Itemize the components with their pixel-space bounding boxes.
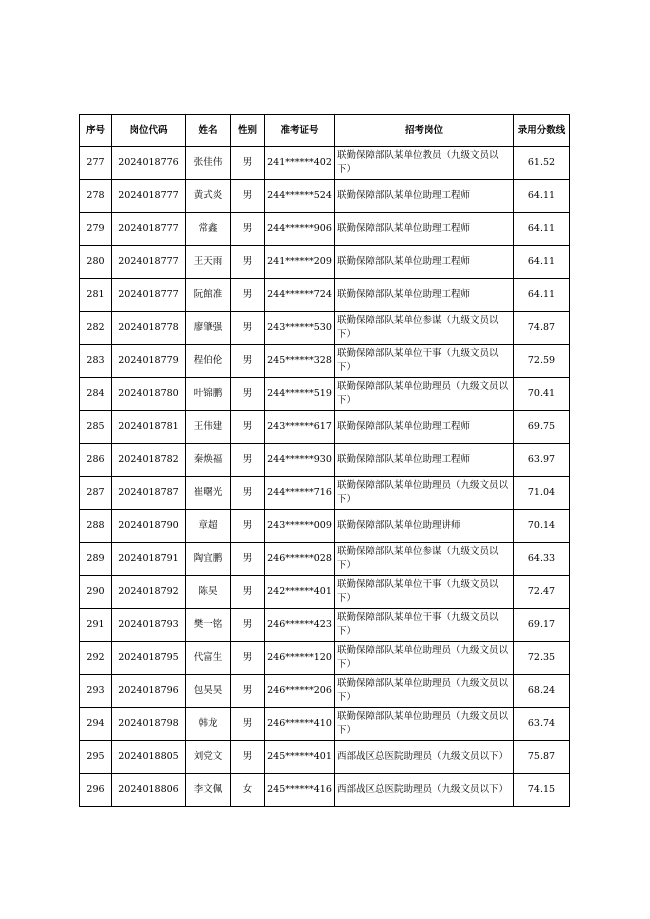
recruitment-position-cell: 联勤保障部队某单位助理员（九级文员以下） bbox=[335, 378, 514, 411]
recruitment-position-cell: 联勤保障部队某单位教员（九级文员以下） bbox=[335, 147, 514, 180]
position-code-cell: 2024018777 bbox=[112, 279, 186, 312]
exam-ticket-cell: 241******402 bbox=[265, 147, 335, 180]
admission-score-cell: 64.11 bbox=[514, 213, 570, 246]
serial-number-cell: 282 bbox=[80, 312, 112, 345]
position-code-cell: 2024018782 bbox=[112, 444, 186, 477]
gender-cell: 男 bbox=[231, 675, 265, 708]
name-cell: 张佳伟 bbox=[186, 147, 231, 180]
admission-score-cell: 72.47 bbox=[514, 576, 570, 609]
table-row bbox=[80, 510, 570, 543]
table-row bbox=[80, 246, 570, 279]
position-code-cell: 2024018795 bbox=[112, 642, 186, 675]
recruitment-position-cell: 联勤保障部队某单位干事（九级文员以下） bbox=[335, 609, 514, 642]
gender-cell: 男 bbox=[231, 543, 265, 576]
name-cell: 陶宜鹏 bbox=[186, 543, 231, 576]
position-code-cell: 2024018777 bbox=[112, 213, 186, 246]
exam-ticket-cell: 245******416 bbox=[265, 774, 335, 807]
serial-number-cell: 289 bbox=[80, 543, 112, 576]
table-row bbox=[80, 543, 570, 576]
position-code-cell: 2024018793 bbox=[112, 609, 186, 642]
admission-score-cell: 70.41 bbox=[514, 378, 570, 411]
exam-ticket-cell: 241******209 bbox=[265, 246, 335, 279]
position-code-cell: 2024018787 bbox=[112, 477, 186, 510]
position-code-cell: 2024018792 bbox=[112, 576, 186, 609]
table-row bbox=[80, 774, 570, 807]
admission-score-cell: 64.11 bbox=[514, 246, 570, 279]
serial-number-cell: 291 bbox=[80, 609, 112, 642]
table-row bbox=[80, 477, 570, 510]
recruitment-position-cell: 联勤保障部队某单位参谋（九级文员以下） bbox=[335, 543, 514, 576]
gender-cell: 男 bbox=[231, 444, 265, 477]
exam-ticket-cell: 244******519 bbox=[265, 378, 335, 411]
admission-score-cell: 72.35 bbox=[514, 642, 570, 675]
recruitment-position-cell: 联勤保障部队某单位助理工程师 bbox=[335, 180, 514, 213]
gender-cell: 男 bbox=[231, 345, 265, 378]
admission-score-cell: 64.11 bbox=[514, 180, 570, 213]
position-code-cell: 2024018777 bbox=[112, 246, 186, 279]
name-cell: 李文佩 bbox=[186, 774, 231, 807]
exam-ticket-cell: 244******524 bbox=[265, 180, 335, 213]
table-row bbox=[80, 279, 570, 312]
position-code-cell: 2024018778 bbox=[112, 312, 186, 345]
recruitment-position-cell: 联勤保障部队某单位助理员（九级文员以下） bbox=[335, 708, 514, 741]
exam-ticket-cell: 244******724 bbox=[265, 279, 335, 312]
name-cell: 樊一铭 bbox=[186, 609, 231, 642]
header-name: 姓名 bbox=[186, 115, 231, 147]
recruitment-position-cell: 联勤保障部队某单位助理讲师 bbox=[335, 510, 514, 543]
gender-cell: 男 bbox=[231, 477, 265, 510]
recruitment-position-cell: 联勤保障部队某单位助理工程师 bbox=[335, 279, 514, 312]
gender-cell: 男 bbox=[231, 609, 265, 642]
serial-number-cell: 293 bbox=[80, 675, 112, 708]
admission-score-cell: 69.17 bbox=[514, 609, 570, 642]
table-row bbox=[80, 378, 570, 411]
table-row bbox=[80, 642, 570, 675]
table-row bbox=[80, 609, 570, 642]
header-admission-score: 录用分数线 bbox=[514, 115, 570, 147]
position-code-cell: 2024018790 bbox=[112, 510, 186, 543]
position-code-cell: 2024018779 bbox=[112, 345, 186, 378]
name-cell: 阮館准 bbox=[186, 279, 231, 312]
name-cell: 崔曙光 bbox=[186, 477, 231, 510]
position-code-cell: 2024018806 bbox=[112, 774, 186, 807]
name-cell: 廖肇强 bbox=[186, 312, 231, 345]
serial-number-cell: 283 bbox=[80, 345, 112, 378]
name-cell: 王天雨 bbox=[186, 246, 231, 279]
name-cell: 代富生 bbox=[186, 642, 231, 675]
admission-score-cell: 64.11 bbox=[514, 279, 570, 312]
admission-score-cell: 70.14 bbox=[514, 510, 570, 543]
exam-ticket-cell: 243******530 bbox=[265, 312, 335, 345]
serial-number-cell: 287 bbox=[80, 477, 112, 510]
admission-score-cell: 74.15 bbox=[514, 774, 570, 807]
gender-cell: 男 bbox=[231, 246, 265, 279]
admission-score-cell: 63.97 bbox=[514, 444, 570, 477]
exam-ticket-cell: 246******423 bbox=[265, 609, 335, 642]
serial-number-cell: 279 bbox=[80, 213, 112, 246]
table-row bbox=[80, 411, 570, 444]
recruitment-position-cell: 联勤保障部队某单位干事（九级文员以下） bbox=[335, 345, 514, 378]
recruitment-position-cell: 联勤保障部队某单位助理工程师 bbox=[335, 246, 514, 279]
table-row bbox=[80, 675, 570, 708]
recruitment-position-cell: 联勤保障部队某单位助理员（九级文员以下） bbox=[335, 675, 514, 708]
header-serial-number: 序号 bbox=[80, 115, 112, 147]
gender-cell: 男 bbox=[231, 642, 265, 675]
admission-score-cell: 61.52 bbox=[514, 147, 570, 180]
admission-score-cell: 71.04 bbox=[514, 477, 570, 510]
serial-number-cell: 295 bbox=[80, 741, 112, 774]
name-cell: 韩龙 bbox=[186, 708, 231, 741]
name-cell: 程伯伦 bbox=[186, 345, 231, 378]
exam-ticket-cell: 246******120 bbox=[265, 642, 335, 675]
position-code-cell: 2024018805 bbox=[112, 741, 186, 774]
position-code-cell: 2024018798 bbox=[112, 708, 186, 741]
position-code-cell: 2024018780 bbox=[112, 378, 186, 411]
name-cell: 包昊昊 bbox=[186, 675, 231, 708]
admission-score-cell: 69.75 bbox=[514, 411, 570, 444]
table-row bbox=[80, 741, 570, 774]
serial-number-cell: 281 bbox=[80, 279, 112, 312]
exam-ticket-cell: 246******410 bbox=[265, 708, 335, 741]
name-cell: 秦焕福 bbox=[186, 444, 231, 477]
header-gender: 性别 bbox=[231, 115, 265, 147]
serial-number-cell: 278 bbox=[80, 180, 112, 213]
recruitment-position-cell: 联勤保障部队某单位助理工程师 bbox=[335, 444, 514, 477]
recruitment-position-cell: 西部战区总医院助理员（九级文员以下） bbox=[335, 774, 514, 807]
header-position-code: 岗位代码 bbox=[112, 115, 186, 147]
serial-number-cell: 290 bbox=[80, 576, 112, 609]
exam-ticket-cell: 243******009 bbox=[265, 510, 335, 543]
exam-ticket-cell: 244******930 bbox=[265, 444, 335, 477]
name-cell: 黄式炎 bbox=[186, 180, 231, 213]
exam-ticket-cell: 244******716 bbox=[265, 477, 335, 510]
serial-number-cell: 296 bbox=[80, 774, 112, 807]
name-cell: 刘党文 bbox=[186, 741, 231, 774]
table-row bbox=[80, 345, 570, 378]
serial-number-cell: 280 bbox=[80, 246, 112, 279]
admission-score-table bbox=[79, 114, 570, 807]
name-cell: 王伟建 bbox=[186, 411, 231, 444]
exam-ticket-cell: 244******906 bbox=[265, 213, 335, 246]
admission-score-cell: 63.74 bbox=[514, 708, 570, 741]
position-code-cell: 2024018791 bbox=[112, 543, 186, 576]
table-row bbox=[80, 213, 570, 246]
gender-cell: 男 bbox=[231, 378, 265, 411]
gender-cell: 男 bbox=[231, 279, 265, 312]
gender-cell: 男 bbox=[231, 708, 265, 741]
gender-cell: 男 bbox=[231, 213, 265, 246]
recruitment-position-cell: 联勤保障部队某单位助理工程师 bbox=[335, 411, 514, 444]
gender-cell: 女 bbox=[231, 774, 265, 807]
serial-number-cell: 285 bbox=[80, 411, 112, 444]
gender-cell: 男 bbox=[231, 147, 265, 180]
serial-number-cell: 288 bbox=[80, 510, 112, 543]
table-row bbox=[80, 180, 570, 213]
recruitment-position-cell: 西部战区总医院助理员（九级文员以下） bbox=[335, 741, 514, 774]
serial-number-cell: 292 bbox=[80, 642, 112, 675]
name-cell: 常鑫 bbox=[186, 213, 231, 246]
gender-cell: 男 bbox=[231, 741, 265, 774]
exam-ticket-cell: 246******206 bbox=[265, 675, 335, 708]
table-row bbox=[80, 444, 570, 477]
recruitment-position-cell: 联勤保障部队某单位干事（九级文员以下） bbox=[335, 576, 514, 609]
table-row bbox=[80, 576, 570, 609]
name-cell: 陈昊 bbox=[186, 576, 231, 609]
table-header-row bbox=[80, 115, 570, 147]
exam-ticket-cell: 243******617 bbox=[265, 411, 335, 444]
admission-score-cell: 75.87 bbox=[514, 741, 570, 774]
table-row bbox=[80, 312, 570, 345]
table-row bbox=[80, 708, 570, 741]
admission-score-cell: 64.33 bbox=[514, 543, 570, 576]
gender-cell: 男 bbox=[231, 576, 265, 609]
recruitment-position-cell: 联勤保障部队某单位助理工程师 bbox=[335, 213, 514, 246]
serial-number-cell: 286 bbox=[80, 444, 112, 477]
header-exam-ticket-number: 准考证号 bbox=[265, 115, 335, 147]
name-cell: 叶锦鹏 bbox=[186, 378, 231, 411]
position-code-cell: 2024018781 bbox=[112, 411, 186, 444]
gender-cell: 男 bbox=[231, 510, 265, 543]
serial-number-cell: 294 bbox=[80, 708, 112, 741]
header-recruitment-position: 招考岗位 bbox=[335, 115, 514, 147]
position-code-cell: 2024018796 bbox=[112, 675, 186, 708]
admission-score-cell: 72.59 bbox=[514, 345, 570, 378]
gender-cell: 男 bbox=[231, 312, 265, 345]
table-row bbox=[80, 147, 570, 180]
serial-number-cell: 284 bbox=[80, 378, 112, 411]
exam-ticket-cell: 246******028 bbox=[265, 543, 335, 576]
position-code-cell: 2024018777 bbox=[112, 180, 186, 213]
admission-score-cell: 68.24 bbox=[514, 675, 570, 708]
position-code-cell: 2024018776 bbox=[112, 147, 186, 180]
recruitment-position-cell: 联勤保障部队某单位助理员（九级文员以下） bbox=[335, 642, 514, 675]
gender-cell: 男 bbox=[231, 180, 265, 213]
exam-ticket-cell: 245******401 bbox=[265, 741, 335, 774]
recruitment-position-cell: 联勤保障部队某单位参谋（九级文员以下） bbox=[335, 312, 514, 345]
exam-ticket-cell: 242******401 bbox=[265, 576, 335, 609]
admission-score-cell: 74.87 bbox=[514, 312, 570, 345]
serial-number-cell: 277 bbox=[80, 147, 112, 180]
recruitment-position-cell: 联勤保障部队某单位助理员（九级文员以下） bbox=[335, 477, 514, 510]
gender-cell: 男 bbox=[231, 411, 265, 444]
name-cell: 章超 bbox=[186, 510, 231, 543]
exam-ticket-cell: 245******328 bbox=[265, 345, 335, 378]
